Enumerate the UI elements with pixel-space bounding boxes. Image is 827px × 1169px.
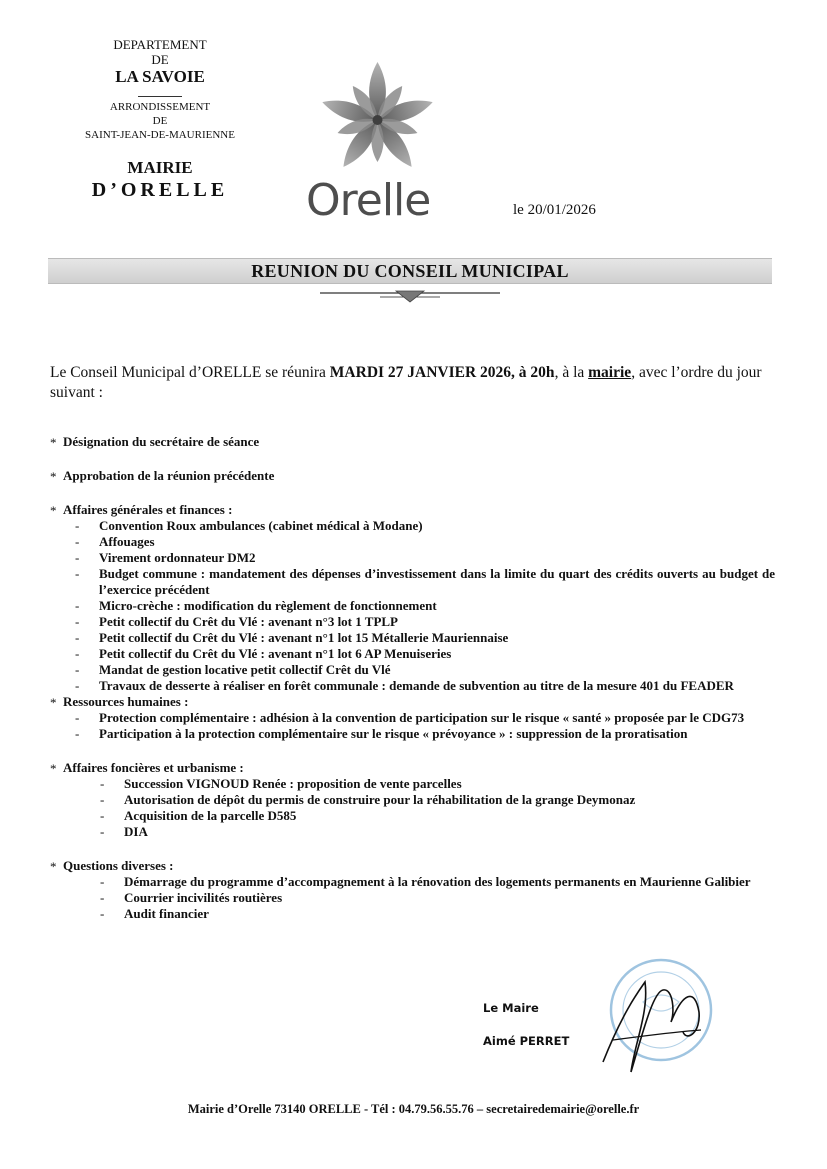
agenda-item xyxy=(50,890,775,906)
bullet-dash-icon: - xyxy=(75,534,80,549)
agenda-item xyxy=(50,776,775,792)
agenda-item xyxy=(50,906,775,922)
bullet-dash-icon: - xyxy=(75,550,80,565)
meeting-place: mairie xyxy=(588,364,632,381)
title-band xyxy=(48,258,772,284)
signature-name: Aimé PERRET xyxy=(483,1034,570,1048)
bullet-dash-icon: - xyxy=(100,792,105,807)
signature-role: Le Maire xyxy=(483,1001,539,1015)
agenda-item-text: Petit collectif du Crêt du Vlé : avenant n°1 lot 15 Métallerie Mauriennaise xyxy=(99,630,509,645)
agenda-item xyxy=(50,824,775,840)
agenda-item xyxy=(50,566,775,598)
agenda-item-text: Acquisition de la parcelle D585 xyxy=(124,808,297,823)
agenda-item-text: DIA xyxy=(124,824,148,839)
agenda-item-text: Virement ordonnateur DM2 xyxy=(99,550,256,565)
intro-part3: , avec l’ordre du jour suivant : xyxy=(50,364,762,401)
agenda-item xyxy=(50,874,775,890)
bullet-dash-icon: - xyxy=(75,566,80,581)
agenda-item xyxy=(50,550,775,566)
document-title: REUNION DU CONSEIL MUNICIPAL xyxy=(251,261,569,281)
agenda-item xyxy=(50,710,775,726)
departement-label: DEPARTEMENT xyxy=(113,37,207,52)
agenda-item xyxy=(50,678,775,694)
agenda xyxy=(50,434,775,922)
agenda-item xyxy=(50,534,775,550)
agenda-item-text: Petit collectif du Crêt du Vlé : avenant n°1 lot 6 AP Menuiseries xyxy=(99,646,452,661)
bullet-dash-icon: - xyxy=(75,518,80,533)
agenda-item-text: Petit collectif du Crêt du Vlé : avenant n°3 lot 1 TPLP xyxy=(99,614,398,629)
letterhead xyxy=(50,37,270,202)
orelle-logo xyxy=(298,58,458,233)
bullet-dash-icon: - xyxy=(75,678,80,693)
agenda-item-text: Participation à la protection complémentaire sur le risque « prévoyance » : suppression de la proratisation xyxy=(99,726,688,741)
bullet-dash-icon: - xyxy=(100,906,105,921)
bullet-dash-icon: - xyxy=(75,614,80,629)
agenda-item-text: Budget commune : mandatement des dépenses d’investissement dans la limite du quart des crédits ouverts au budget de l’exercice précédent xyxy=(99,566,775,597)
agenda-item-text: Micro-crèche : modification du règlement de fonctionnement xyxy=(99,598,437,613)
agenda-item xyxy=(50,630,775,646)
commune-name: D’ORELLE xyxy=(91,179,229,201)
agenda-item xyxy=(50,518,775,534)
arrondissement-label: ARRONDISSEMENT xyxy=(109,101,211,113)
document-date: le 20/01/2026 xyxy=(513,202,596,218)
agenda-item-text: Succession VIGNOUD Renée : proposition de vente parcelles xyxy=(124,776,462,791)
agenda-item-text: Convention Roux ambulances (cabinet médical à Modane) xyxy=(99,518,423,533)
logo-wordmark: Orelle xyxy=(306,175,431,226)
bullet-dash-icon: - xyxy=(75,646,80,661)
agenda-item-text: Audit financier xyxy=(124,906,209,921)
bullet-dash-icon: - xyxy=(75,598,80,613)
bullet-dash-icon: - xyxy=(100,776,105,791)
agenda-section-title: * Ressources humaines : xyxy=(50,694,775,710)
convocation-text xyxy=(50,363,772,403)
de-label-2: DE xyxy=(152,115,168,127)
letterhead-rule xyxy=(138,96,182,97)
region-name: LA SAVOIE xyxy=(115,67,205,86)
title-ornament-icon xyxy=(320,288,500,304)
agenda-item xyxy=(50,662,775,678)
footer-contact: Mairie d’Orelle 73140 ORELLE - Tél : 04.79.56.55.76 – secretairedemairie@orelle.fr xyxy=(187,1102,640,1116)
mairie-stamp-icon xyxy=(583,952,723,1092)
agenda-item-text: Courrier incivilités routières xyxy=(124,890,283,905)
bullet-dash-icon: - xyxy=(100,874,105,889)
agenda-item xyxy=(50,598,775,614)
agenda-item-text: Démarrage du programme d’accompagnement à la rénovation des logements permanents en Maurienne Galibier xyxy=(124,874,751,889)
agenda-item-text: Mandat de gestion locative petit collectif Crêt du Vlé xyxy=(99,662,391,677)
agenda-item-text: Protection complémentaire : adhésion à la convention de participation sur le risque « santé » proposée par le CDG73 xyxy=(99,710,745,725)
agenda-item xyxy=(50,726,775,742)
agenda-section-secretaire: * Désignation du secrétaire de séance xyxy=(50,434,775,450)
bullet-dash-icon: - xyxy=(75,726,80,741)
agenda-item xyxy=(50,646,775,662)
agenda-section-title: * Affaires générales et finances : xyxy=(50,502,775,518)
bullet-dash-icon: - xyxy=(75,630,80,645)
intro-part2: , à la xyxy=(554,364,589,381)
bullet-dash-icon: - xyxy=(75,710,80,725)
bullet-dash-icon: - xyxy=(75,662,80,677)
mairie-label: MAIRIE xyxy=(127,158,193,177)
agenda-item-text: Affouages xyxy=(99,534,155,549)
agenda-section-title: * Affaires foncières et urbanisme : xyxy=(50,760,775,776)
meeting-datetime: MARDI 27 JANVIER 2026, à 20h xyxy=(329,364,555,381)
agenda-item-text: Autorisation de dépôt du permis de construire pour la réhabilitation de la grange Deymonaz xyxy=(124,792,636,807)
arrondissement-city: SAINT-JEAN-DE-MAURIENNE xyxy=(85,129,235,141)
agenda-item xyxy=(50,792,775,808)
agenda-item xyxy=(50,808,775,824)
agenda-section-title: * Questions diverses : xyxy=(50,858,775,874)
bullet-dash-icon: - xyxy=(100,808,105,823)
bullet-dash-icon: - xyxy=(100,824,105,839)
agenda-item xyxy=(50,614,775,630)
bullet-dash-icon: - xyxy=(100,890,105,905)
flower-icon xyxy=(310,58,445,183)
de-label-1: DE xyxy=(151,52,169,67)
agenda-section-approbation: * Approbation de la réunion précédente xyxy=(50,468,775,484)
agenda-item-text: Travaux de desserte à réaliser en forêt communale : demande de subvention au titre de la mesure 401 du FEADER xyxy=(99,678,734,693)
intro-part1: Le Conseil Municipal d’ORELLE se réunira xyxy=(50,364,330,381)
